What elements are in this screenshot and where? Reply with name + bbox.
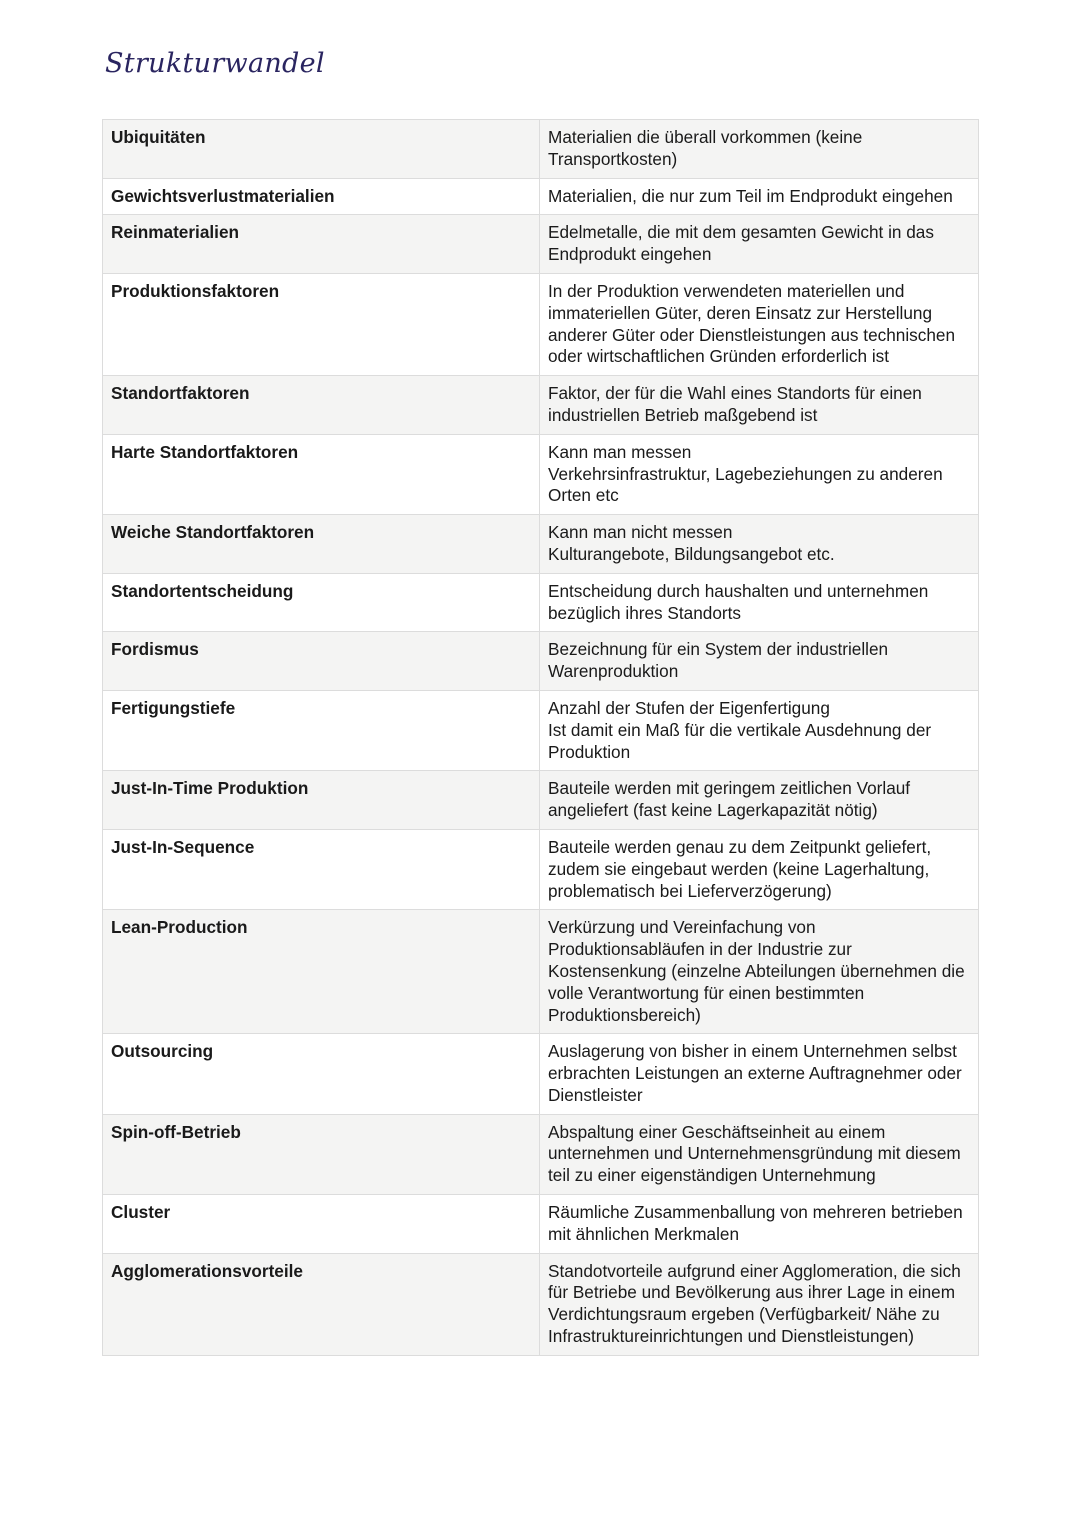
- definition-cell: Auslagerung von bisher in einem Unternehmen selbst erbrachten Leistungen an externe Auftragnehmer oder Dienstleister: [540, 1034, 979, 1114]
- table-row: [103, 1195, 979, 1254]
- definition-cell: Materialien, die nur zum Teil im Endprodukt eingehen: [540, 178, 979, 215]
- definition-cell: Bauteile werden mit geringem zeitlichen Vorlauf angeliefert (fast keine Lagerkapazität nötig): [540, 771, 979, 830]
- table-row: [103, 771, 979, 830]
- definition-cell: Bezeichnung für ein System der industriellen Warenproduktion: [540, 632, 979, 691]
- definition-cell: Materialien die überall vorkommen (keine Transportkosten): [540, 120, 979, 179]
- page-title: Strukturwandel: [105, 48, 325, 79]
- term-cell: Harte Standortfaktoren: [103, 434, 540, 514]
- table-row: [103, 829, 979, 909]
- table-row: [103, 573, 979, 632]
- term-cell: Weiche Standortfaktoren: [103, 515, 540, 574]
- table-row: [103, 178, 979, 215]
- definition-cell: Verkürzung und Vereinfachung von Produktionsabläufen in der Industrie zur Kostensenkung (einzelne Abteilungen übernehmen die volle Verantwortung für einen bestimmten Produktionsbereich): [540, 910, 979, 1034]
- definition-cell: Räumliche Zusammenballung von mehreren betrieben mit ähnlichen Merkmalen: [540, 1195, 979, 1254]
- term-cell: Standortfaktoren: [103, 376, 540, 435]
- table-row: [103, 1034, 979, 1114]
- table-row: [103, 1253, 979, 1355]
- definition-cell: Abspaltung einer Geschäftseinheit au einem unternehmen und Unternehmensgründung mit diesem teil zu einer eigenständigen Unternehmung: [540, 1114, 979, 1194]
- term-cell: Fordismus: [103, 632, 540, 691]
- definition-cell: Anzahl der Stufen der Eigenfertigung Ist damit ein Maß für die vertikale Ausdehnung der Produktion: [540, 690, 979, 770]
- term-cell: Gewichtsverlustmaterialien: [103, 178, 540, 215]
- term-cell: Cluster: [103, 1195, 540, 1254]
- table-row: [103, 434, 979, 514]
- table-row: [103, 273, 979, 375]
- definition-cell: Standotvorteile aufgrund einer Agglomeration, die sich für Betriebe und Bevölkerung aus ihrer Lage in einem Verdichtungsraum ergeben (Verfügbarkeit/ Nähe zu Infrastruktureinrichtungen und Dienstleistungen): [540, 1253, 979, 1355]
- term-cell: Fertigungstiefe: [103, 690, 540, 770]
- table-row: [103, 120, 979, 179]
- glossary-table: [102, 119, 979, 1356]
- table-row: [103, 910, 979, 1034]
- table-row: [103, 376, 979, 435]
- table-row: [103, 632, 979, 691]
- term-cell: Outsourcing: [103, 1034, 540, 1114]
- definition-cell: Faktor, der für die Wahl eines Standorts für einen industriellen Betrieb maßgebend ist: [540, 376, 979, 435]
- term-cell: Ubiquitäten: [103, 120, 540, 179]
- definition-cell: Bauteile werden genau zu dem Zeitpunkt geliefert, zudem sie eingebaut werden (keine Lagerhaltung, problematisch bei Lieferverzögerung): [540, 829, 979, 909]
- definition-cell: Kann man nicht messen Kulturangebote, Bildungsangebot etc.: [540, 515, 979, 574]
- term-cell: Standortentscheidung: [103, 573, 540, 632]
- term-cell: Reinmaterialien: [103, 215, 540, 274]
- term-cell: Spin-off-Betrieb: [103, 1114, 540, 1194]
- definition-cell: Entscheidung durch haushalten und unternehmen bezüglich ihres Standorts: [540, 573, 979, 632]
- definition-cell: In der Produktion verwendeten materiellen und immateriellen Güter, deren Einsatz zur Herstellung anderer Güter oder Dienstleistungen aus technischen oder wirtschaftlichen Gründen erforderlich ist: [540, 273, 979, 375]
- table-row: [103, 515, 979, 574]
- term-cell: Just-In-Sequence: [103, 829, 540, 909]
- table-row: [103, 1114, 979, 1194]
- term-cell: Produktionsfaktoren: [103, 273, 540, 375]
- table-row: [103, 690, 979, 770]
- definition-cell: Kann man messen Verkehrsinfrastruktur, Lagebeziehungen zu anderen Orten etc: [540, 434, 979, 514]
- table-row: [103, 215, 979, 274]
- term-cell: Lean-Production: [103, 910, 540, 1034]
- definition-cell: Edelmetalle, die mit dem gesamten Gewicht in das Endprodukt eingehen: [540, 215, 979, 274]
- term-cell: Just-In-Time Produktion: [103, 771, 540, 830]
- term-cell: Agglomerationsvorteile: [103, 1253, 540, 1355]
